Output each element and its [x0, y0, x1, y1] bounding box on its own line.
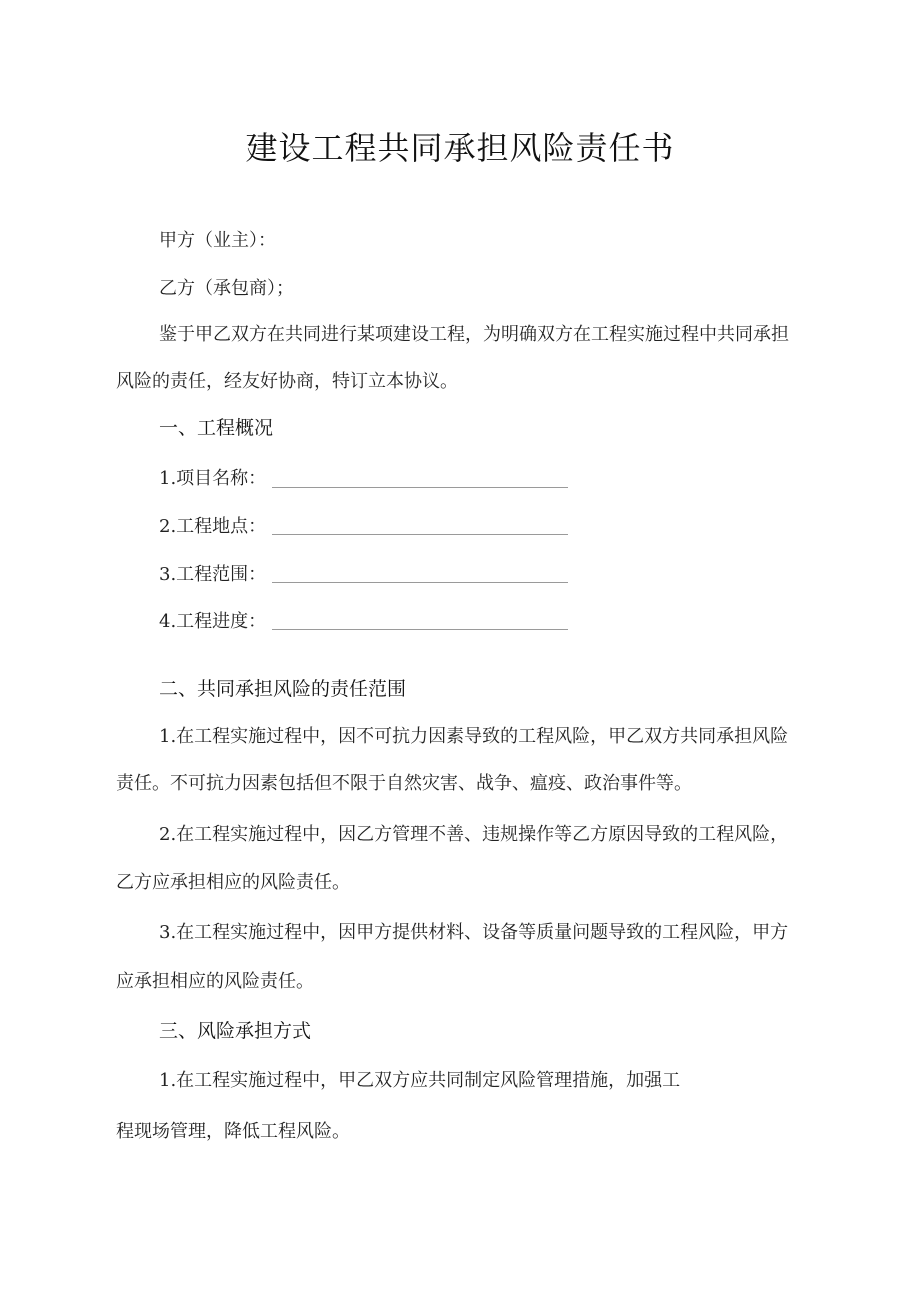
field-label-project-progress: 4.工程进度： — [159, 611, 267, 632]
section-2-item-2-line-1: 2.在工程实施过程中，因乙方管理不善、违规操作等乙方原因导致的工程风险， — [159, 824, 789, 845]
intro-paragraph-line-1: 鉴于甲乙双方在共同进行某项建设工程，为明确双方在工程实施过程中共同承担 — [159, 324, 789, 345]
section-3-heading: 三、风险承担方式 — [159, 1020, 312, 1042]
field-blank-project-name — [272, 487, 568, 488]
section-3-item-1-line-1: 1.在工程实施过程中，甲乙双方应共同制定风险管理措施，加强工 — [159, 1070, 681, 1091]
field-blank-project-progress — [272, 629, 568, 630]
intro-paragraph-line-2: 风险的责任，经友好协商，特订立本协议。 — [116, 371, 458, 392]
section-1-heading: 一、工程概况 — [159, 417, 274, 439]
field-blank-project-location — [272, 534, 568, 535]
section-2-item-1-line-1: 1.在工程实施过程中，因不可抗力因素导致的工程风险，甲乙双方共同承担风险 — [159, 726, 789, 747]
section-2-item-2-line-2: 乙方应承担相应的风险责任。 — [116, 872, 350, 893]
field-label-project-name: 1.项目名称： — [159, 468, 267, 489]
section-2-item-3-line-1: 3.在工程实施过程中，因甲方提供材料、设备等质量问题导致的工程风险，甲方 — [159, 922, 789, 943]
section-2-item-1-line-2: 责任。不可抗力因素包括但不限于自然灾害、战争、瘟疫、政治事件等。 — [116, 773, 692, 794]
field-blank-project-scope — [272, 582, 568, 583]
section-2-heading: 二、共同承担风险的责任范围 — [159, 678, 407, 700]
section-3-item-1-line-2: 程现场管理，降低工程风险。 — [116, 1121, 350, 1142]
field-label-project-scope: 3.工程范围： — [159, 564, 267, 585]
field-label-project-location: 2.工程地点： — [159, 516, 267, 537]
party-a-label: 甲方（业主）： — [159, 230, 276, 251]
party-b-label: 乙方（承包商）； — [159, 278, 294, 299]
document-title: 建设工程共同承担风险责任书 — [245, 129, 675, 167]
section-2-item-3-line-2: 应承担相应的风险责任。 — [116, 971, 314, 992]
